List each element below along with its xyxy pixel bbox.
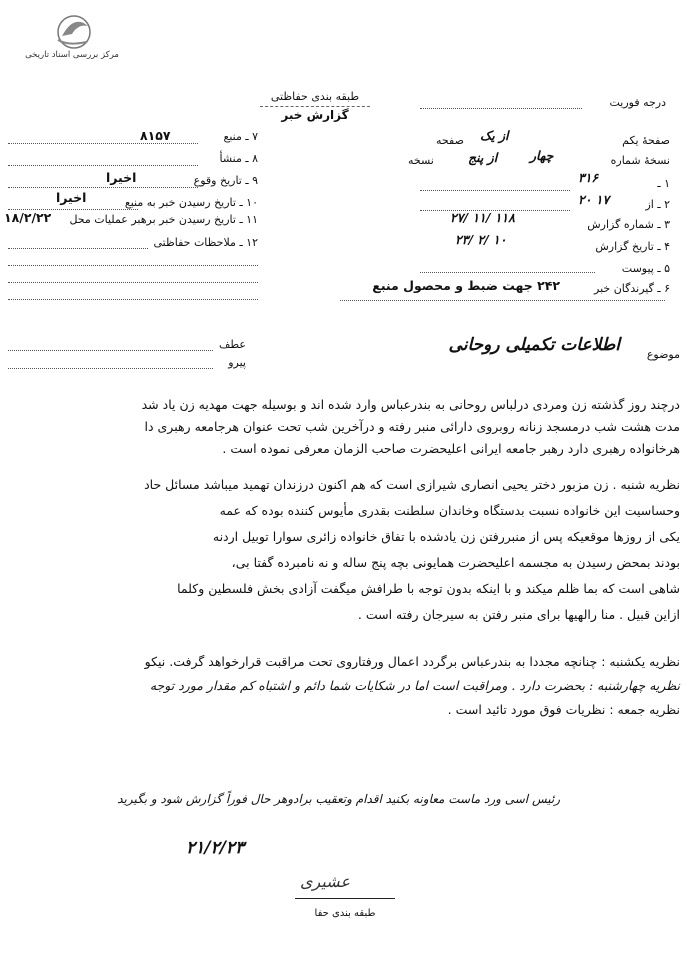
priority-line: [420, 108, 582, 109]
field-label: صفحهٔ یکم: [622, 134, 670, 147]
field-line: [8, 282, 258, 283]
field-label: ۱ ـ: [657, 177, 670, 190]
signature-underline: [295, 898, 395, 899]
field-value: ۲۷/ ۱۱/ ۱۱۸: [450, 210, 515, 225]
body-line: شاهی است که بما ظلم میکند و با اینکه بدون توجه با طرافش میگفت آزادی بخش فلسطین وکلما: [177, 581, 680, 596]
field-value: ۲۰ ۱۷: [578, 192, 610, 207]
priority-label: درجه فوریت: [609, 96, 666, 109]
body-line: وحساسیت این خانواده نسبت بدستگاه وخاندان سلطنت بقدری مأیوس کننده بوده که عمه: [219, 503, 680, 518]
field-value: ۸۱۵۷: [140, 128, 171, 143]
field-line: [8, 299, 258, 300]
subject-label: موضوع: [646, 348, 680, 361]
peiro-label: پیرو: [228, 356, 246, 369]
body-line: درچند روز گذشته زن ومردی درلباس روحانی به بندرعباس وارد شده اند و بوسیله جهت مهدیه زن یاد شد: [141, 397, 680, 412]
field-value: از یک: [480, 128, 509, 143]
field-label: ۶ ـ گیرندگان خبر: [594, 282, 670, 295]
classification-bottom: طبقه بندی حفا: [314, 908, 376, 919]
opinion-line: نظریه چهارشنبه : بحضرت دارد . ومراقبت است اما در شکایات شما دائم و اشتباه کم مقدار مورد توجه: [149, 678, 680, 693]
field-value: اخیرا: [56, 190, 87, 205]
field-line: [8, 265, 258, 266]
field-label: نسخهٔ شماره: [610, 154, 670, 167]
field-line: [8, 187, 198, 188]
opinion-line: نظریه جمعه : نظریات فوق مورد تائید است .: [447, 702, 680, 717]
field-line: [8, 165, 198, 166]
field-line: [420, 190, 570, 191]
handwritten-note: رئیس اسی ورد ماست معاونه بکنید اقدام وتعقیب برادوهر حال فوراً گزارش شود و بگیرید: [117, 792, 560, 806]
field-value: چهار: [530, 148, 554, 163]
body-line: یکی از روزها موقعیکه پس از منبررفتن زن یادشده با تفاق خانواده زائری سوارا توبیل اردنه: [212, 529, 680, 544]
field-suffix: صفحه: [436, 134, 464, 147]
classification-top: طبقه بندی حفاظتی: [270, 90, 360, 103]
field-line: [8, 143, 198, 144]
field-value: ۱۸/۲/۲۲: [4, 210, 52, 225]
field-label: ۸ ـ منشأ: [219, 152, 258, 165]
handwritten-date: ۲۱/۲/۲۳: [186, 838, 245, 858]
body-paragraph-1: [14, 394, 680, 460]
field-suffix: نسخه: [408, 154, 434, 167]
atf-label: عطف: [219, 338, 246, 351]
body-line: مدت هشت شب درمسجد زنانه روبروی دارائی منبر رفته و درآخرین شب تحت عنوان هرجامعه رهبری دا: [144, 419, 680, 434]
field-value: ۳۱۶: [578, 170, 599, 185]
opinions: [14, 650, 680, 722]
peiro-line: [8, 368, 213, 369]
field-value: ۲۴۲ جهت ضبط و محصول منبع: [372, 278, 560, 293]
field-line: [8, 248, 148, 249]
body-line: هرخانواده رهبری دارد رهبر جامعه ایرانی اعلیحضرت صاحب الزمان معرفی نموده است .: [222, 441, 680, 456]
field-line: [420, 272, 595, 273]
field-value: اخیرا: [106, 170, 137, 185]
subject-value: اطلاعات تکمیلی روحانی: [448, 335, 620, 355]
field-label: ۴ ـ تاریخ گزارش: [595, 240, 670, 253]
field-label: ۱۲ ـ ملاحظات حفاظتی: [153, 236, 258, 249]
body-line: بودند بمحض رسیدن به مجسمه اعلیحضرت همایونی بچه پنج ساله و نه نامبرده گفتا بی،: [231, 555, 680, 570]
body-line: ازاین قبیل . منا رالهیها برای منبر رفتن به سیرجان رفته است .: [357, 607, 680, 622]
opinion-line: نظریه یکشنبه : چنانچه مجددا به بندرعباس برگردد اعمال ورفتاروی تحت مراقبت قرارخواهد گرفت. نیکو: [144, 654, 680, 669]
field-label: ۲ ـ از: [645, 198, 670, 211]
field-label: ۹ ـ تاریخ وقوع: [193, 174, 258, 187]
field-value: ۲۳/ ۲/ ۱۰: [455, 232, 507, 247]
classification-underline: [260, 106, 370, 107]
body-line: نظریه شنبه . زن مزبور دختر یحیی انصاری شیرازی است که هم اکنون درزندان تهمید میباشد مسائل حاد: [144, 477, 680, 492]
field-line: [340, 300, 665, 301]
field-label: ۳ ـ شماره گزارش: [587, 218, 670, 231]
atf-line: [8, 350, 213, 351]
field-label: ۵ ـ پیوست: [621, 262, 670, 275]
signature: عشیری: [300, 872, 350, 891]
field-label: ۱۰ ـ تاریخ رسیدن خبر به منبع: [124, 196, 258, 209]
field-label: ۱۱ ـ تاریخ رسیدن خبر برهبر عملیات محل: [69, 213, 258, 226]
field-label: ۷ ـ منبع: [223, 130, 258, 143]
field-extra: از پنج: [468, 150, 498, 165]
body-paragraph-2: [14, 472, 680, 628]
logo-caption: مرکز بررسی اسناد تاریخی: [25, 50, 119, 60]
report-title: گزارش خبر: [281, 108, 349, 122]
